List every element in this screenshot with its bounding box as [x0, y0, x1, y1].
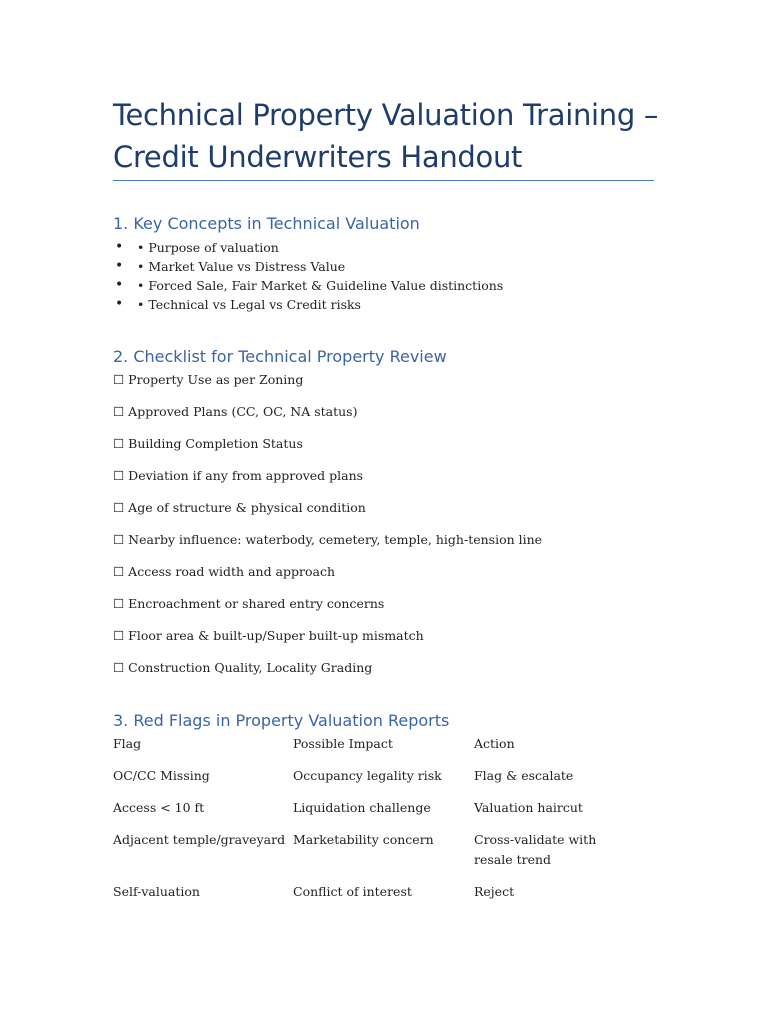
checklist-item: ☐ Nearby influence: waterbody, cemetery, temple, high-tension line: [113, 532, 543, 547]
column-header-flag: Flag: [113, 736, 142, 751]
review-checklist: [113, 370, 542, 690]
bullet-icon: •: [115, 239, 124, 255]
bullet-icon: •: [115, 258, 124, 274]
bullet-icon: •: [115, 296, 124, 312]
table-cell: Conflict of interest: [293, 884, 412, 899]
table-cell: OC/CC Missing: [113, 768, 210, 783]
table-row: [113, 766, 634, 798]
checklist-item: ☐ Building Completion Status: [113, 436, 303, 451]
table-cell: Adjacent temple/graveyard: [113, 832, 286, 847]
key-concepts-list: [113, 238, 503, 314]
table-cell: Liquidation challenge: [293, 800, 431, 815]
table-cell: Marketability concern: [293, 832, 434, 847]
table-cell: Self-valuation: [113, 884, 200, 899]
table-cell: Cross-validate with resale trend: [474, 832, 597, 867]
checklist-item: ☐ Access road width and approach: [113, 564, 336, 579]
checklist-item: ☐ Encroachment or shared entry concerns: [113, 596, 385, 611]
checklist-item: ☐ Approved Plans (CC, OC, NA status): [113, 404, 358, 419]
document-title: Technical Property Valuation Training – Credit Underwriters Handout: [113, 98, 659, 174]
column-header-impact: Possible Impact: [293, 736, 393, 751]
table-cell: Reject: [474, 884, 515, 899]
list-item: • • Purpose of valuation: [115, 239, 279, 255]
section-3-heading: 3. Red Flags in Property Valuation Reports: [113, 711, 450, 730]
table-row: [113, 798, 634, 830]
section-2-heading: 2. Checklist for Technical Property Review: [113, 347, 447, 366]
table-row: [113, 882, 634, 914]
list-item: • • Forced Sale, Fair Market & Guideline Value distinctions: [115, 277, 504, 293]
table-cell: Flag & escalate: [474, 768, 574, 783]
checklist-item: ☐ Property Use as per Zoning: [113, 372, 304, 387]
checklist-item: ☐ Age of structure & physical condition: [113, 500, 366, 515]
checklist-item: ☐ Construction Quality, Locality Grading: [113, 660, 373, 675]
table-cell: Valuation haircut: [474, 800, 583, 815]
table-cell: Access < 10 ft: [113, 800, 205, 815]
table-row: [113, 830, 634, 882]
list-item: • • Technical vs Legal vs Credit risks: [115, 296, 361, 312]
column-header-action: Action: [474, 736, 515, 751]
section-1-heading: 1. Key Concepts in Technical Valuation: [113, 214, 420, 233]
table-cell: Occupancy legality risk: [293, 768, 442, 783]
title-underline: [113, 180, 654, 181]
checklist-item: ☐ Floor area & built-up/Super built-up mismatch: [113, 628, 424, 643]
table-header-row: [113, 734, 634, 766]
bullet-icon: •: [115, 277, 124, 293]
red-flags-table: [113, 734, 634, 914]
list-item: • • Market Value vs Distress Value: [115, 258, 346, 274]
checklist-item: ☐ Deviation if any from approved plans: [113, 468, 364, 483]
